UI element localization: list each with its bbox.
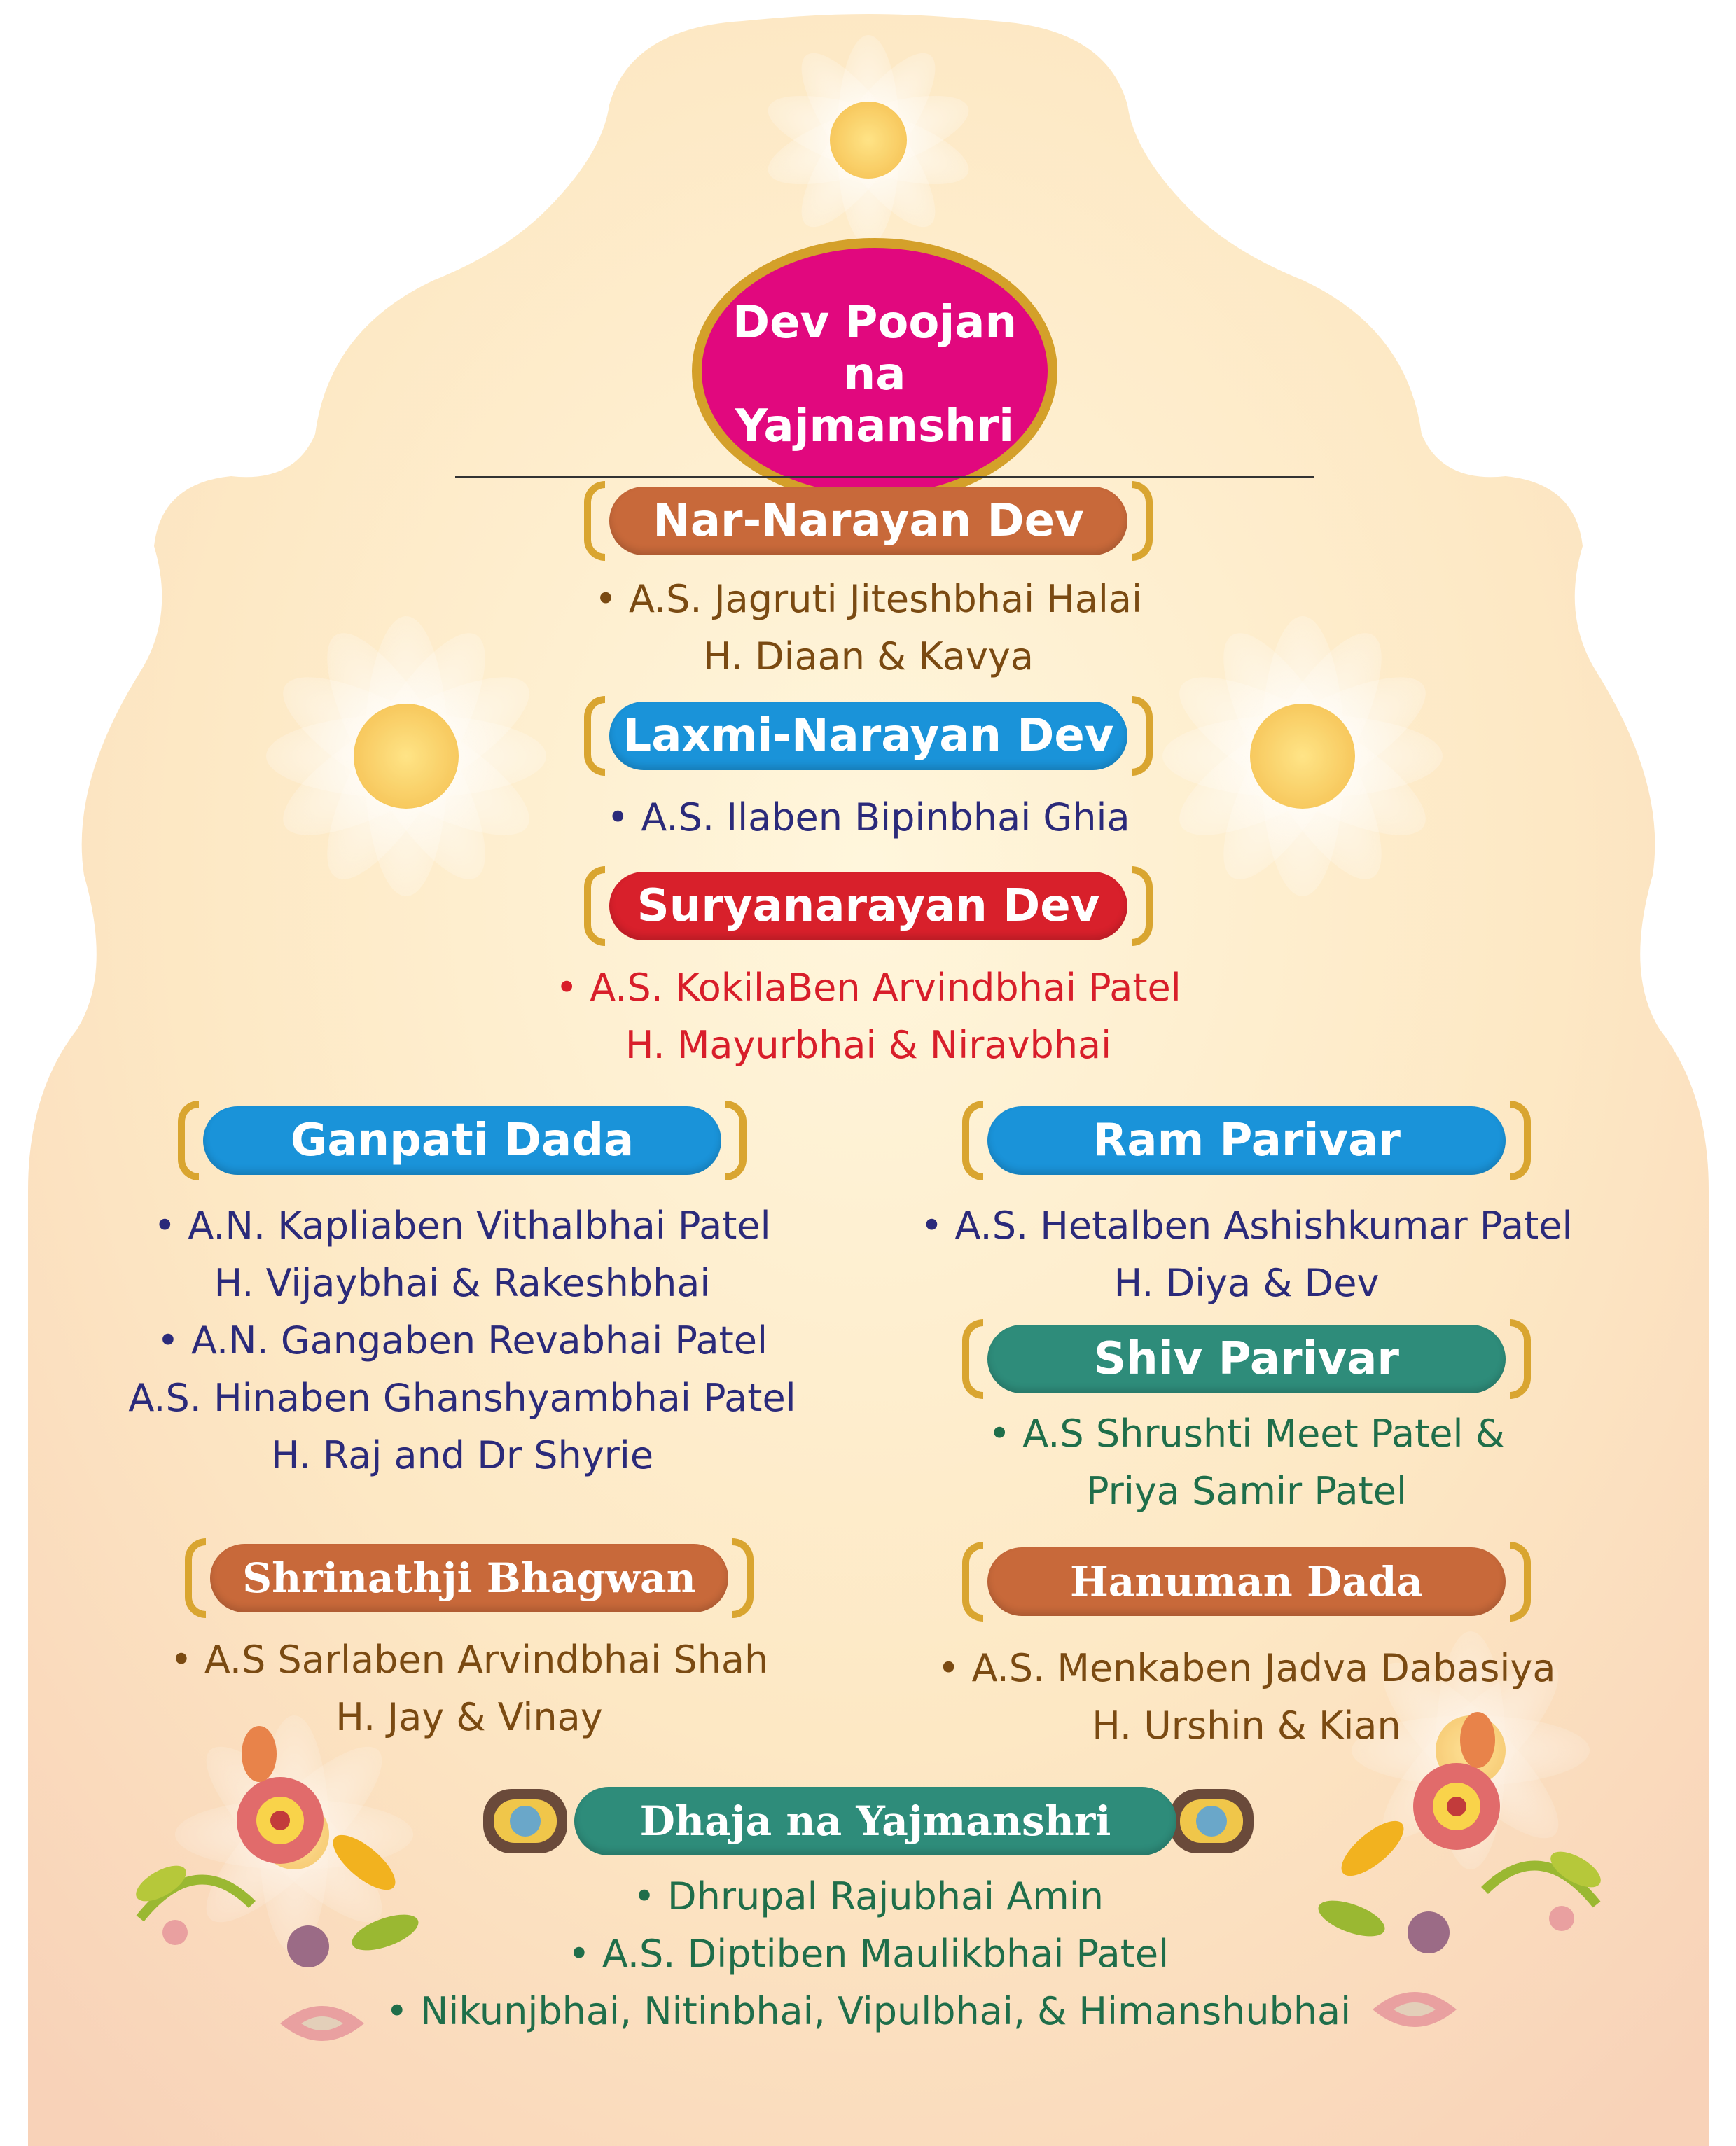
section-heading-suryanarayan bbox=[609, 872, 1127, 940]
list-item: • A.S. Menkaben Jadva Dabasiya bbox=[937, 1646, 1556, 1690]
page-title-badge bbox=[692, 238, 1057, 504]
section-label: Shrinathji Bhagwan bbox=[242, 1554, 696, 1602]
page-title-line-3: Yajmanshri bbox=[735, 400, 1015, 452]
section-label: Hanuman Dada bbox=[1069, 1558, 1424, 1605]
list-item: Priya Samir Patel bbox=[1086, 1469, 1407, 1513]
section-label: Shiv Parivar bbox=[1094, 1333, 1399, 1385]
list-item: • Nikunjbhai, Nitinbhai, Vipulbhai, & Himanshubhai bbox=[385, 1989, 1352, 2033]
section-heading-nar-narayan bbox=[609, 487, 1127, 555]
section-heading-laxmi-narayan bbox=[609, 702, 1127, 770]
list-item: H. Raj and Dr Shyrie bbox=[270, 1433, 654, 1477]
section-label: Suryanarayan Dev bbox=[637, 880, 1100, 932]
list-item: A.S. Hinaben Ghanshyambhai Patel bbox=[128, 1376, 796, 1420]
list-item: • A.S. KokilaBen Arvindbhai Patel bbox=[555, 966, 1181, 1010]
section-heading-dhaja bbox=[574, 1787, 1176, 1855]
list-item: • A.S. Diptiben Maulikbhai Patel bbox=[567, 1932, 1169, 1976]
list-item: H. Diya & Dev bbox=[1113, 1261, 1380, 1305]
list-item: • Dhrupal Rajubhai Amin bbox=[633, 1874, 1104, 1918]
section-label: Laxmi-Narayan Dev bbox=[623, 710, 1114, 762]
page-title-line-2: na bbox=[843, 349, 906, 400]
list-item: • A.S. Hetalben Ashishkumar Patel bbox=[920, 1204, 1573, 1248]
section-label: Nar-Narayan Dev bbox=[653, 495, 1084, 547]
section-heading-ram-parivar bbox=[987, 1106, 1506, 1175]
list-item: • A.S. Jagruti Jiteshbhai Halai bbox=[594, 577, 1143, 621]
section-heading-hanuman bbox=[987, 1547, 1506, 1616]
section-heading-ganpati bbox=[203, 1106, 721, 1175]
list-item: • A.S. Ilaben Bipinbhai Ghia bbox=[606, 795, 1130, 839]
list-item: • A.S Sarlaben Arvindbhai Shah bbox=[169, 1638, 769, 1682]
list-item: • A.N. Gangaben Revabhai Patel bbox=[156, 1318, 768, 1363]
list-item: • A.S Shrushti Meet Patel & bbox=[988, 1412, 1505, 1456]
section-label: Dhaja na Yajmanshri bbox=[639, 1797, 1111, 1845]
list-item: H. Urshin & Kian bbox=[1092, 1703, 1401, 1748]
list-item: H. Mayurbhai & Niravbhai bbox=[625, 1023, 1112, 1067]
divider bbox=[455, 476, 1314, 478]
section-heading-shiv-parivar bbox=[987, 1325, 1506, 1393]
list-item: H. Diaan & Kavya bbox=[703, 634, 1034, 678]
section-label: Ram Parivar bbox=[1092, 1115, 1401, 1166]
paisley-ornament-icon bbox=[483, 1789, 567, 1853]
list-item: • A.N. Kapliaben Vithalbhai Patel bbox=[153, 1204, 771, 1248]
list-item: H. Vijaybhai & Rakeshbhai bbox=[214, 1261, 711, 1305]
paisley-ornament-icon bbox=[1169, 1789, 1254, 1853]
list-item: H. Jay & Vinay bbox=[335, 1695, 603, 1739]
section-heading-shrinathji bbox=[210, 1544, 728, 1612]
section-label: Ganpati Dada bbox=[290, 1115, 634, 1166]
page-title-line-1: Dev Poojan bbox=[732, 297, 1018, 349]
